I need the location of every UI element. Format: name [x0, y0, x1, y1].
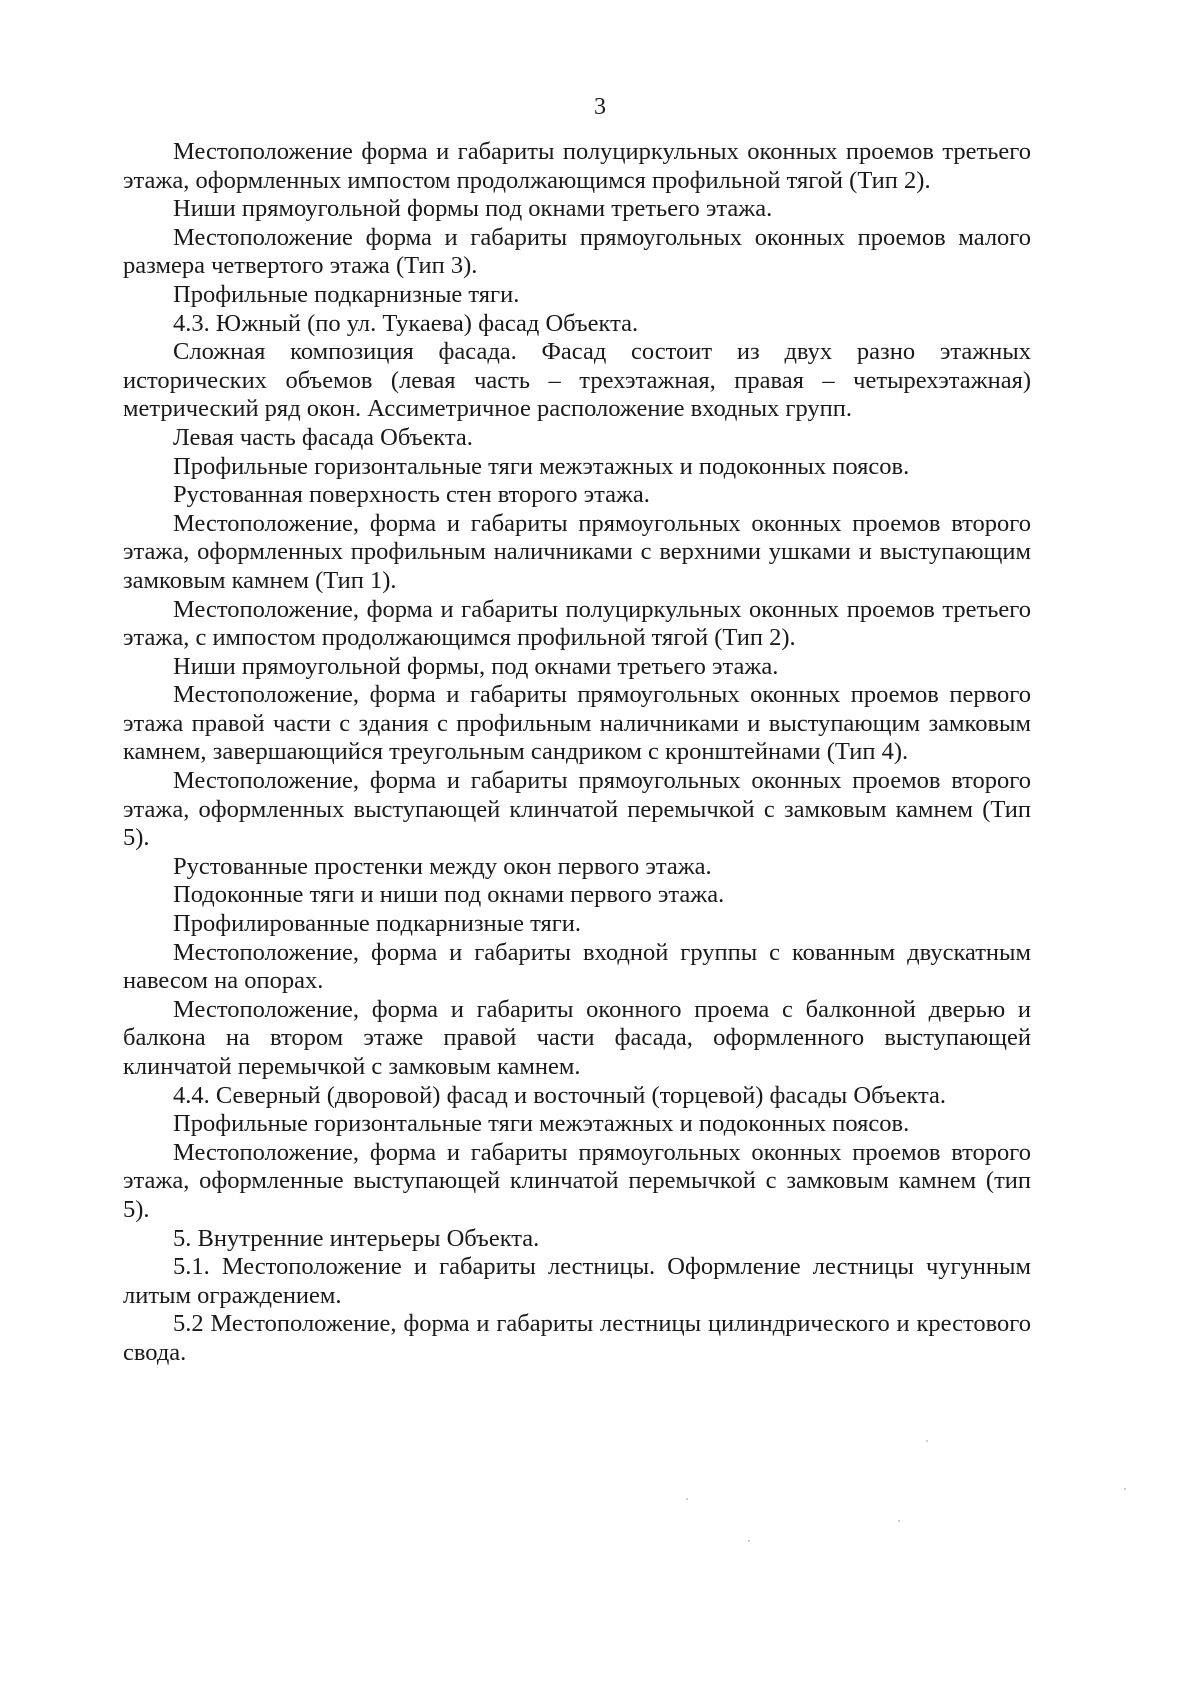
scan-speck [926, 1440, 928, 1442]
paragraph: Местоположение, форма и габариты прямоугольных оконных проемов второго этажа, оформленных профильным наличниками с верхними ушками и выступающим замковым камнем (Тип 1). [123, 509, 1031, 594]
section-heading-5-1: 5.1. Местоположение и габариты лестницы. Оформление лестницы чугунным литым ограждением. [123, 1253, 1031, 1309]
paragraph: Рустованная поверхность стен второго этажа. [173, 481, 650, 509]
paragraph: Профилированные подкарнизные тяги. [173, 910, 582, 938]
paragraph: Местоположение, форма и габариты оконного проема с балконной дверью и балкона на втором этаже правой части фасада, оформленного выступающей клинчатой перемычкой с замковым камнем. [123, 995, 1031, 1080]
section-heading-5-2: 5.2 Местоположение, форма и габариты лестницы цилиндрического и крестового свода. [123, 1310, 1031, 1366]
paragraph: Местоположение, форма и габариты полуциркульных оконных проемов третьего этажа, с импостом продолжающимся профильной тягой (Тип 2). [123, 595, 1031, 652]
paragraph: Рустованные простенки между окон первого этажа. [173, 852, 712, 880]
page-number: 3 [594, 94, 606, 120]
scan-speck [1124, 1488, 1126, 1490]
paragraph: Профильные горизонтальные тяги межэтажных и подоконных поясов. [173, 452, 910, 480]
section-heading-5: 5. Внутренние интерьеры Объекта. [173, 1224, 540, 1252]
paragraph: Местоположение форма и габариты полуциркульных оконных проемов третьего этажа, оформленных импостом продолжающимся профильной тягой (Тип 2). [123, 138, 1031, 194]
paragraph: Местоположение, форма и габариты прямоугольных оконных проемов первого этажа правой части с здания с профильным наличниками и выступающим замковым камнем, завершающийся треугольным сандриком с кронштейнами (Тип 4). [123, 681, 1031, 766]
paragraph: Ниши прямоугольной формы, под окнами третьего этажа. [173, 652, 779, 680]
paragraph: Местоположение, форма и габариты прямоугольных оконных проемов второго этажа, оформленные выступающей клинчатой перемычкой с замковым камнем (тип 5). [123, 1138, 1031, 1223]
paragraph: Сложная композиция фасада. Фасад состоит из двух разно этажных исторических объемов (левая часть – трехэтажная, правая – четырехэтажная) метрический ряд окон. Ассиметричное расположение входных групп. [123, 338, 1031, 423]
scan-speck [748, 1540, 750, 1542]
section-heading-4-3: 4.3. Южный (по ул. Тукаева) фасад Объекта. [173, 309, 639, 337]
paragraph: Профильные горизонтальные тяги межэтажных и подоконных поясов. [173, 1110, 910, 1138]
paragraph: Ниши прямоугольной формы под окнами третьего этажа. [173, 195, 773, 223]
paragraph: Местоположение форма и габариты прямоугольных оконных проемов малого размера четвертого этажа (Тип 3). [123, 223, 1031, 280]
scan-speck [898, 1520, 900, 1522]
paragraph: Местоположение, форма и габариты прямоугольных оконных проемов второго этажа, оформленных выступающей клинчатой перемычкой с замковым камнем (Тип 5). [123, 767, 1031, 852]
paragraph: Подоконные тяги и ниши под окнами первого этажа. [173, 881, 725, 909]
section-heading-4-4: 4.4. Северный (дворовой) фасад и восточный (торцевой) фасады Объекта. [173, 1081, 947, 1109]
scan-speck [686, 1498, 688, 1500]
paragraph: Профильные подкарнизные тяги. [173, 280, 520, 308]
paragraph: Левая часть фасада Объекта. [173, 423, 473, 451]
document-body [123, 138, 1031, 1368]
paragraph: Местоположение, форма и габариты входной группы с кованным двускатным навесом на опорах. [123, 938, 1031, 995]
